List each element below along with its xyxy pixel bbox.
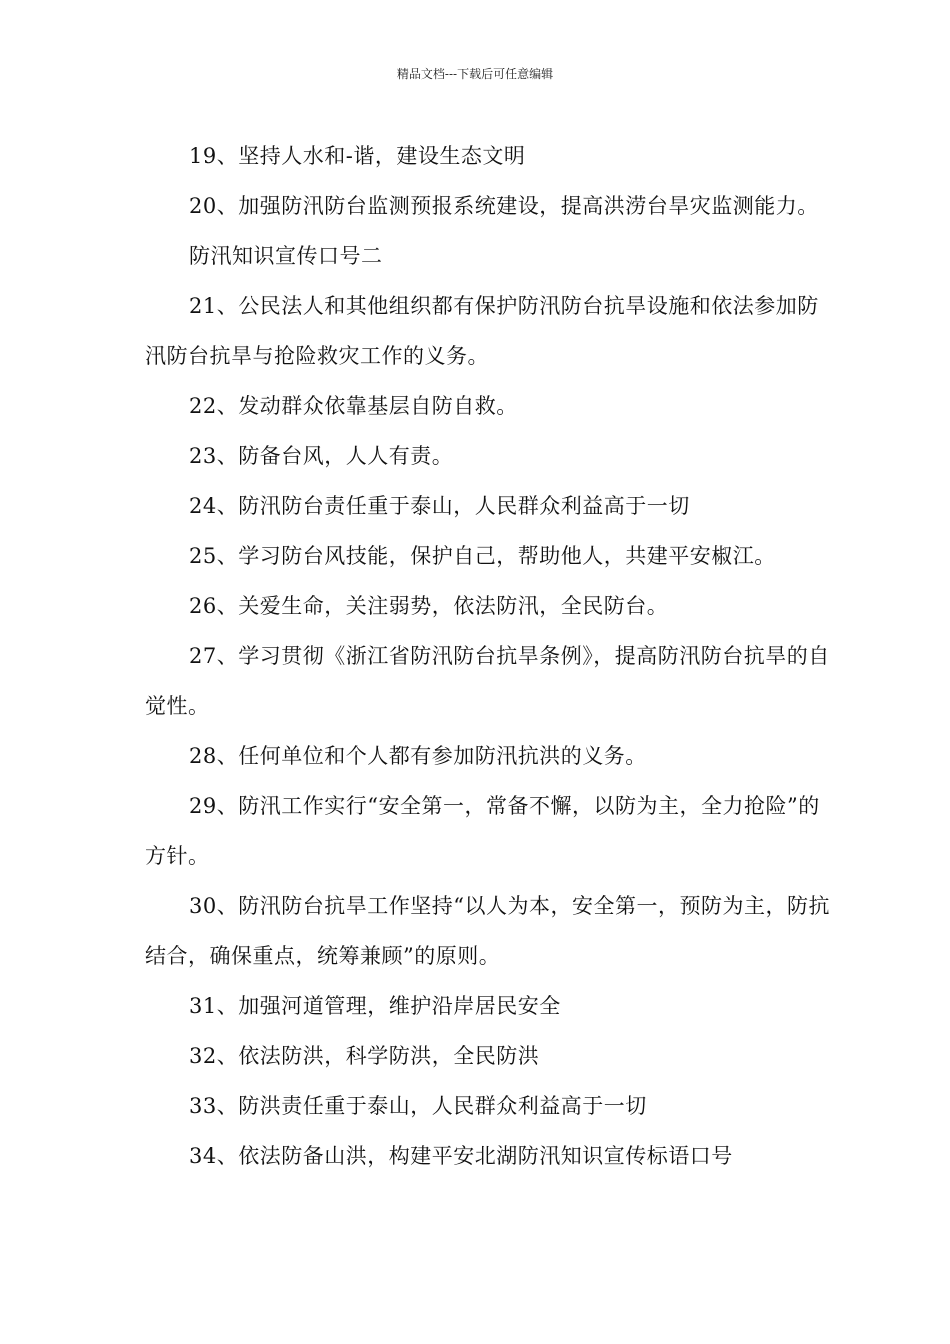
paragraph-20: 20、加强防汛防台监测预报系统建设，提高洪涝台旱灾监测能力。 [189,194,819,218]
paragraph-26: 26、关爱生命，关注弱势，依法防汛，全民防台。 [189,594,669,618]
page-header: 精品文档---下载后可任意编辑 [396,67,554,81]
document-body [145,131,835,1181]
paragraph-28: 28、任何单位和个人都有参加防汛抗洪的义务。 [189,744,647,768]
paragraph-33: 33、防洪责任重于泰山，人民群众利益高于一切 [189,1094,647,1118]
paragraph-25: 25、学习防台风技能，保护自己，帮助他人，共建平安椒江。 [189,544,776,568]
paragraph-27: 27、学习贯彻《浙江省防汛防台抗旱条例》，提高防汛防台抗旱的自觉性。 [145,644,830,718]
paragraph-34: 34、依法防备山洪，构建平安北湖防汛知识宣传标语口号 [189,1144,733,1168]
paragraph-22: 22、发动群众依靠基层自防自救。 [189,394,518,418]
section-heading: 防汛知识宣传口号二 [189,244,383,268]
paragraph-19: 19、坚持人水和-谐，建设生态文明 [189,144,526,168]
paragraph-29: 29、防汛工作实行“安全第一，常备不懈，以防为主，全力抢险”的方针。 [145,794,820,868]
paragraph-31: 31、加强河道管理，维护沿岸居民安全 [189,994,561,1018]
paragraph-23: 23、防备台风，人人有责。 [189,444,454,468]
paragraph-24: 24、防汛防台责任重于泰山，人民群众利益高于一切 [189,494,690,518]
paragraph-32: 32、依法防洪，科学防洪，全民防洪 [189,1044,540,1068]
paragraph-21: 21、公民法人和其他组织都有保护防汛防台抗旱设施和依法参加防汛防台抗旱与抢险救灾工作的义务。 [145,294,819,368]
paragraph-30: 30、防汛防台抗旱工作坚持“以人为本，安全第一，预防为主，防抗结合，确保重点，统筹兼顾”的原则。 [145,894,830,968]
